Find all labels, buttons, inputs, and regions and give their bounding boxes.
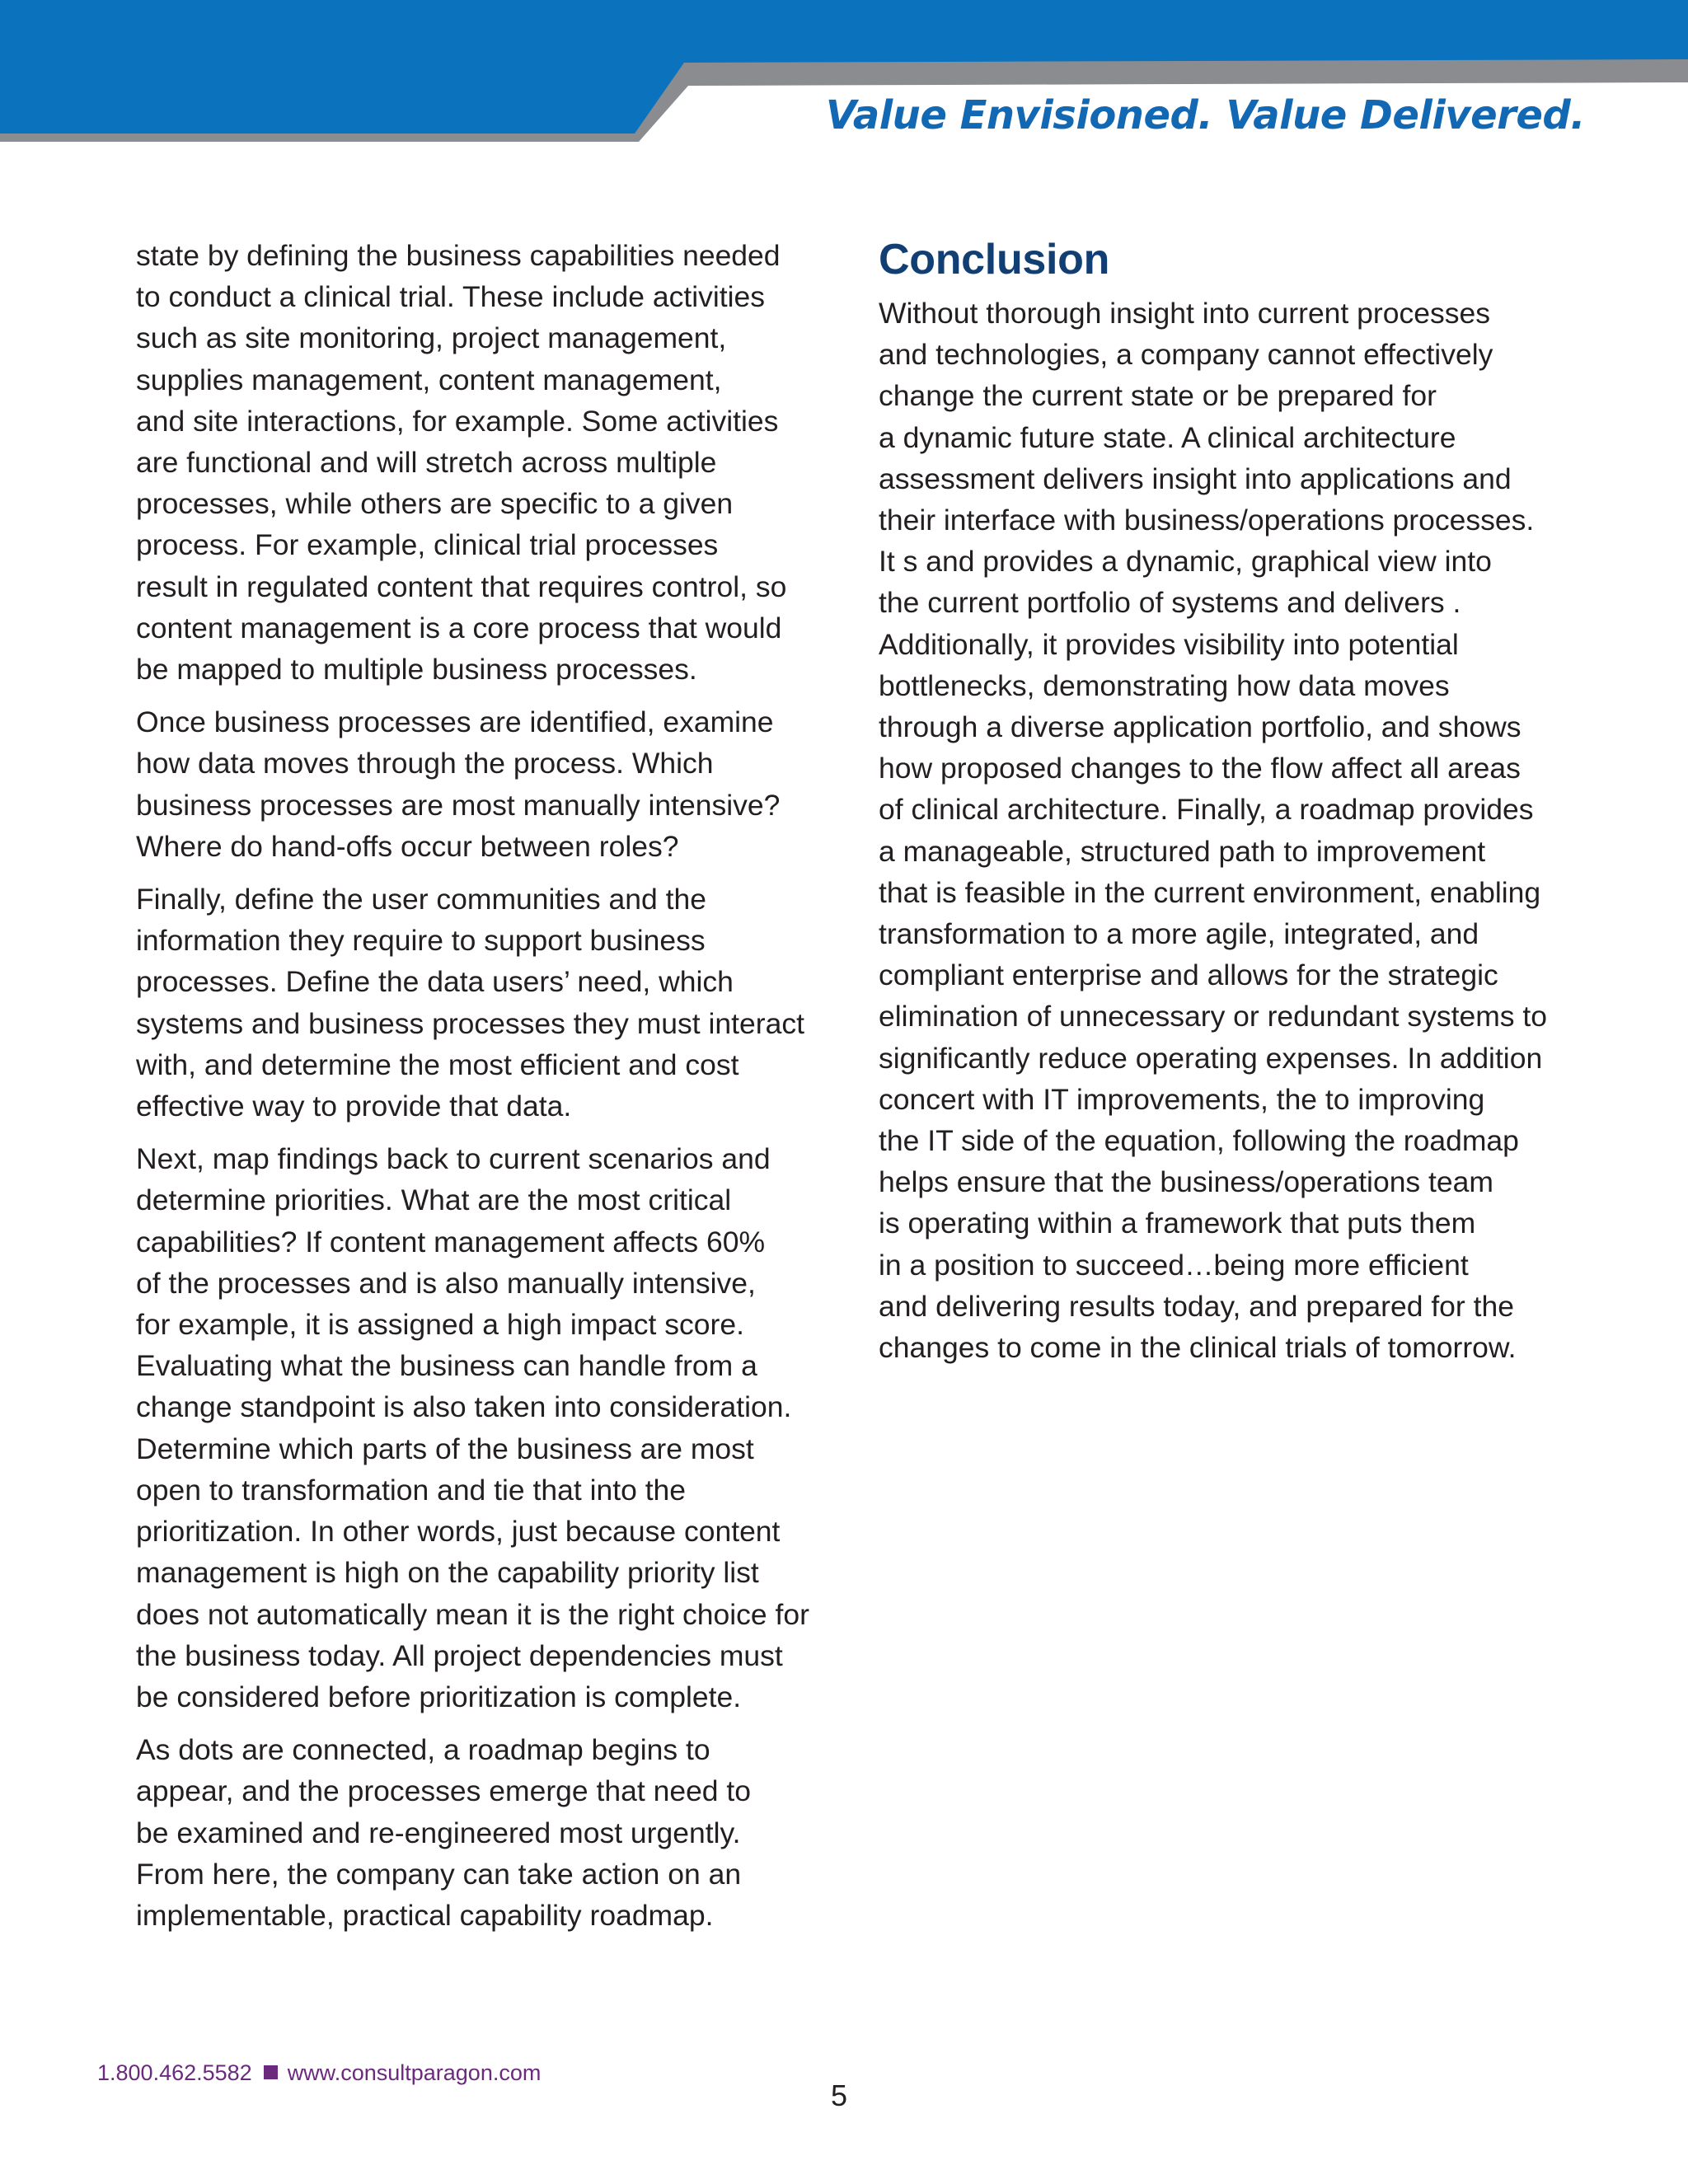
left-column (136, 235, 861, 1947)
footer-website-link[interactable]: www.consultparagon.com (287, 2060, 542, 2085)
body-paragraph: Next, map findings back to current scenarios and determine priorities. What are the most critical capabilities? If content management affects 60% of the processes and is also manually intensive, for example, it is assigned a high impact score. Evaluating what the business can handle from a change standpoint is also taken into consideration. Determine which parts of the business are most open to transformation and tie that into the prioritization. In other words, just because content management is high on the capability priority list does not automatically mean it is the right choice for the business today. All project dependencies must be considered before prioritization is complete. (136, 1142, 809, 1713)
body-paragraph: Finally, define the user communities and the information they require to support business processes. Define the data users’ need, which systems and business processes they must interact with, and determine the most efficient and cost effective way to provide that data. (136, 883, 804, 1123)
right-column (879, 235, 1604, 1380)
header-tagline: Value Envisioned. Value Delivered. (825, 92, 1585, 138)
body-paragraph: state by defining the business capabilities needed to conduct a clinical trial. These include activities such as site monitoring, project management, supplies management, content management, and site interactions, for example. Some activities are functional and will stretch across multiple processes, while others are specific to a given process. For example, clinical trial processes result in regulated content that requires control, so content management is a core process that would be mapped to multiple business processes. (136, 239, 787, 687)
footer-separator-square-icon (264, 2065, 278, 2079)
body-paragraph: Once business processes are identified, examine how data moves through the process. Which business processes are most manually intensive? Where do hand-offs occur between roles? (136, 705, 781, 863)
footer-contact (97, 2060, 541, 2086)
body-paragraph: As dots are connected, a roadmap begins to appear, and the processes emerge that need to be examined and re-engineered most urgently. From here, the company can take action on an implementable, practical capability roadmap. (136, 1733, 752, 1932)
conclusion-paragraph: Without thorough insight into current processes and technologies, a company cannot effectively change the current state or be prepared for a dynamic future state. A clinical architecture assessment delivers insight into applications and their interface with business/operations processes. It s and provides a dynamic, graphical view into the current portfolio of systems and delivers . Additionally, it provides visibility into potential bottlenecks, demonstrating how data moves through a diverse application portfolio, and shows how proposed changes to the flow affect all areas of clinical architecture. Finally, a roadmap provides a manageable, structured path to improvement that is feasible in the current environment, enabling transformation to a more agile, integrated, and compliant enterprise and allows for the strategic elimination of unnecessary or redundant systems to significantly reduce operating expenses. In addition concert with IT improvements, the to improving the IT side of the equation, following the roadmap helps ensure that the business/operations team is operating within a framework that puts them in a position to succeed…being more efficient and delivering results today, and prepared for the changes to come in the clinical trials of tomorrow. (879, 297, 1548, 1365)
section-heading: Conclusion (879, 236, 1110, 284)
footer-phone: 1.800.462.5582 (97, 2060, 252, 2085)
page-number: 5 (831, 2079, 848, 2112)
